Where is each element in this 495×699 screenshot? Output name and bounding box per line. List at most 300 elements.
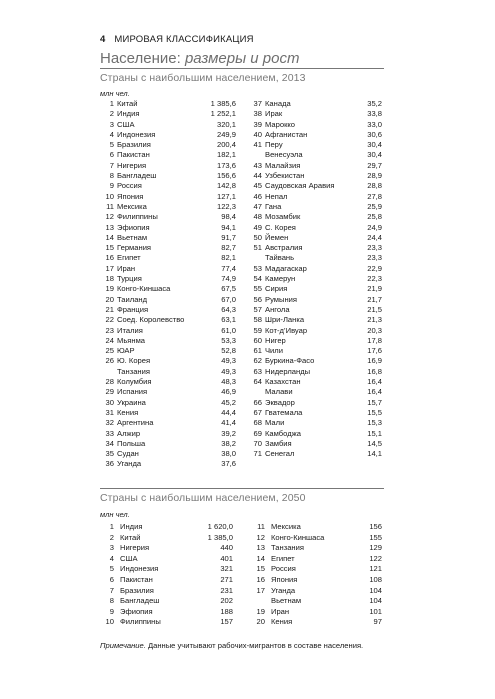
rank: 12 <box>105 212 114 222</box>
rank: 1 <box>109 99 114 108</box>
rank: 2 <box>109 532 114 542</box>
population-value: 16,9 <box>367 356 382 366</box>
table-row <box>100 99 236 109</box>
population-value: 20,3 <box>367 325 382 335</box>
running-header <box>100 34 254 45</box>
table-row <box>100 243 236 253</box>
rank: 14 <box>256 553 265 563</box>
rank: 59 <box>253 325 262 335</box>
population-value: 14,5 <box>367 438 382 448</box>
population-value: 17,8 <box>367 335 382 345</box>
country-name: С. Корея <box>265 222 296 232</box>
page-title <box>100 50 300 67</box>
country-name: Египет <box>271 553 295 563</box>
rank: 35 <box>105 449 114 459</box>
table-row <box>100 459 236 469</box>
rank: 18 <box>105 274 114 284</box>
rank: 68 <box>253 418 262 428</box>
population-value: 156,6 <box>216 171 236 181</box>
table-row <box>100 223 236 233</box>
population-value: 52,8 <box>221 346 236 356</box>
rank: 41 <box>253 140 262 150</box>
table-row <box>248 192 382 202</box>
rank: 45 <box>253 181 262 191</box>
rank: 17 <box>105 263 114 273</box>
rank: 63 <box>253 366 262 376</box>
population-value: 16,4 <box>367 377 382 387</box>
population-value: 38,2 <box>221 438 236 448</box>
country-name: Индонезия <box>120 564 159 574</box>
population-value: 27,8 <box>367 191 382 201</box>
rank: 47 <box>253 201 262 211</box>
rank: 19 <box>105 284 114 294</box>
table-row <box>100 377 236 387</box>
rank: 39 <box>253 119 262 129</box>
table-row <box>100 522 233 533</box>
rank: 16 <box>105 253 114 263</box>
population-value: 1 385,0 <box>207 532 233 542</box>
population-value: 440 <box>220 543 233 553</box>
table-row <box>248 346 382 356</box>
table-row <box>248 336 382 346</box>
country-name: Уганда <box>117 459 142 469</box>
population-value: 30,4 <box>367 140 382 150</box>
rank: 6 <box>109 574 114 584</box>
rank: 11 <box>257 522 265 531</box>
country-name: Эфиопия <box>117 222 150 232</box>
country-name: Непал <box>265 191 288 201</box>
rank: 20 <box>256 617 265 627</box>
table-row <box>100 264 236 274</box>
table-row <box>251 564 382 575</box>
rank: 5 <box>109 564 114 574</box>
country-name: Турция <box>117 274 142 284</box>
country-name: Перу <box>265 140 283 150</box>
country-name: Казахстан <box>265 377 301 387</box>
table-row <box>248 295 382 305</box>
country-name: Камерун <box>265 274 296 284</box>
population-value: 142,8 <box>216 181 236 191</box>
country-name: Япония <box>271 574 298 584</box>
population-value: 48,3 <box>221 377 236 387</box>
rank: 48 <box>253 212 262 222</box>
rank: 31 <box>105 407 114 417</box>
table-row <box>248 150 382 160</box>
country-name: Китай <box>117 99 138 108</box>
country-name: Нигерия <box>117 160 147 170</box>
rank: 37 <box>253 99 262 108</box>
table-row <box>100 346 236 356</box>
population-value: 67,0 <box>221 294 236 304</box>
footnote-label: Примечание. <box>100 641 146 650</box>
population-value: 28,9 <box>367 171 382 181</box>
table-row <box>100 326 236 336</box>
population-value: 14,1 <box>367 449 382 459</box>
population-value: 29,7 <box>367 160 382 170</box>
table-row <box>100 449 236 459</box>
country-name: Канада <box>265 99 291 108</box>
country-name: Испания <box>117 387 148 397</box>
rank: 24 <box>105 335 114 345</box>
table-row <box>100 533 233 544</box>
table-row <box>248 233 382 243</box>
country-name: Гватемала <box>265 407 303 417</box>
population-value: 61,0 <box>221 325 236 335</box>
population-value: 127,1 <box>216 191 236 201</box>
table-row <box>248 212 382 222</box>
table-row <box>100 336 236 346</box>
table-row <box>248 171 382 181</box>
table-row <box>100 575 233 586</box>
country-name: Индия <box>117 109 140 119</box>
rank: 7 <box>109 585 114 595</box>
country-name: Эквадор <box>265 397 295 407</box>
country-name: ЮАР <box>117 346 135 356</box>
country-name: Нидерланды <box>265 366 311 376</box>
table-row <box>248 429 382 439</box>
population-value: 38,0 <box>221 449 236 459</box>
country-name: Филиппины <box>120 617 161 627</box>
population-value: 101 <box>369 606 382 616</box>
country-name: Конго-Киншаса <box>117 284 171 294</box>
country-name: Саудовская Аравия <box>265 181 335 191</box>
table-row <box>100 150 236 160</box>
table-row <box>251 554 382 565</box>
table-row <box>248 367 382 377</box>
running-title: МИРОВАЯ КЛАССИФИКАЦИЯ <box>114 34 254 45</box>
rank: 10 <box>105 191 114 201</box>
population-value: 21,5 <box>367 304 382 314</box>
population-value: 157 <box>220 617 233 627</box>
country-name: Мали <box>265 418 285 428</box>
rank: 23 <box>105 325 114 335</box>
rank: 38 <box>253 109 262 119</box>
table-row <box>100 543 233 554</box>
population-value: 30,6 <box>367 129 382 139</box>
table-row <box>248 449 382 459</box>
table-row <box>100 429 236 439</box>
table-row <box>251 586 382 597</box>
country-name: Малайзия <box>265 160 301 170</box>
table-row <box>248 439 382 449</box>
divider-top <box>100 68 384 69</box>
rank: 56 <box>253 294 262 304</box>
population-value: 23,3 <box>367 243 382 253</box>
population-value: 21,9 <box>367 284 382 294</box>
country-name: Пакистан <box>117 150 150 160</box>
country-name: Чили <box>265 346 283 356</box>
country-name: Тайвань <box>265 253 295 263</box>
country-name: Япония <box>117 191 144 201</box>
country-name: Камбоджа <box>265 428 301 438</box>
population-value: 33,8 <box>367 109 382 119</box>
rank: 4 <box>109 553 114 563</box>
population-value: 91,7 <box>221 232 236 242</box>
country-name: Румыния <box>265 294 298 304</box>
population-value: 35,2 <box>367 99 382 108</box>
table-row <box>248 274 382 284</box>
country-name: Уганда <box>271 585 296 595</box>
country-name: Филиппины <box>117 212 158 222</box>
country-name: Иран <box>117 263 136 273</box>
country-name: Гана <box>265 201 282 211</box>
population-value: 82,7 <box>221 243 236 253</box>
divider-middle <box>100 488 384 489</box>
population-value: 200,4 <box>216 140 236 150</box>
population-value: 129 <box>369 543 382 553</box>
population-value: 155 <box>369 532 382 542</box>
rank: 44 <box>253 171 262 181</box>
country-name: Замбия <box>265 438 292 448</box>
population-value: 82,1 <box>221 253 236 263</box>
population-value: 17,6 <box>367 346 382 356</box>
rank: 71 <box>253 449 262 459</box>
population-value: 321 <box>220 564 233 574</box>
table-row <box>248 408 382 418</box>
table-row <box>248 377 382 387</box>
table-row <box>248 253 382 263</box>
country-name: Кот-д’Ивуар <box>265 325 308 335</box>
rank: 66 <box>253 397 262 407</box>
rank: 16 <box>256 574 265 584</box>
table-row <box>100 192 236 202</box>
population-value: 25,9 <box>367 201 382 211</box>
section-2013-left-column <box>100 99 236 470</box>
rank: 57 <box>253 304 262 314</box>
rank: 11 <box>106 201 114 211</box>
population-value: 15,5 <box>367 407 382 417</box>
table-row <box>100 130 236 140</box>
population-value: 271 <box>220 574 233 584</box>
population-value: 122 <box>369 553 382 563</box>
table-row <box>100 596 233 607</box>
country-name: Соед. Королевство <box>117 315 185 325</box>
population-value: 22,3 <box>367 274 382 284</box>
table-row <box>100 212 236 222</box>
table-row <box>100 140 236 150</box>
population-value: 16,4 <box>367 387 382 397</box>
country-name: Франция <box>117 304 149 314</box>
rank: 60 <box>253 335 262 345</box>
population-value: 15,1 <box>367 428 382 438</box>
population-value: 98,4 <box>221 212 236 222</box>
country-name: Танзания <box>271 543 304 553</box>
table-row <box>100 387 236 397</box>
section-2050-heading: Страны с наибольшим населением, 2050 <box>100 492 306 504</box>
country-name: Египет <box>117 253 141 263</box>
rank: 54 <box>253 274 262 284</box>
rank: 49 <box>253 222 262 232</box>
country-name: Иран <box>271 606 290 616</box>
population-value: 94,1 <box>221 222 236 232</box>
rank: 32 <box>105 418 114 428</box>
rank: 29 <box>105 387 114 397</box>
section-2050-right-column <box>251 522 382 628</box>
population-value: 44,4 <box>221 407 236 417</box>
population-value: 188 <box>220 606 233 616</box>
country-name: Шри-Ланка <box>265 315 305 325</box>
rank: 10 <box>105 617 114 627</box>
section-2050-unit: млн чел. <box>100 510 130 519</box>
rank: 58 <box>253 315 262 325</box>
table-row <box>100 564 233 575</box>
country-name: Россия <box>117 181 142 191</box>
section-2013-right-column <box>248 99 382 459</box>
rank: 36 <box>105 459 114 469</box>
table-row <box>248 99 382 109</box>
population-value: 22,9 <box>367 263 382 273</box>
country-name: Афганистан <box>265 129 308 139</box>
population-value: 77,4 <box>221 263 236 273</box>
table-row <box>100 617 233 628</box>
population-value: 24,4 <box>367 232 382 242</box>
country-name: Сенегал <box>265 449 295 459</box>
section-2013-heading: Страны с наибольшим населением, 2013 <box>100 72 306 84</box>
table-row <box>248 356 382 366</box>
population-value: 39,2 <box>221 428 236 438</box>
country-name: Китай <box>120 532 141 542</box>
rank: 1 <box>109 522 114 531</box>
rank: 40 <box>253 129 262 139</box>
rank: 15 <box>256 564 265 574</box>
table-row <box>100 418 236 428</box>
population-value: 1 252,1 <box>210 109 236 119</box>
country-name: Кения <box>271 617 293 627</box>
table-row <box>100 398 236 408</box>
country-name: Аргентина <box>117 418 154 428</box>
country-name: США <box>117 119 135 129</box>
country-name: Нигер <box>265 335 286 345</box>
rank: 19 <box>256 606 265 616</box>
country-name: Ю. Корея <box>117 356 151 366</box>
population-value: 46,9 <box>221 387 236 397</box>
rank: 9 <box>109 181 114 191</box>
table-row <box>100 202 236 212</box>
country-name: Бангладеш <box>117 171 157 181</box>
table-row <box>248 418 382 428</box>
table-row <box>248 243 382 253</box>
country-name: Мексика <box>117 201 147 211</box>
footnote-text: Данные учитывают рабочих-мигрантов в составе населения. <box>145 641 364 650</box>
section-2050-left-column <box>100 522 233 628</box>
population-value: 104 <box>369 585 382 595</box>
table-row <box>100 295 236 305</box>
population-value: 67,5 <box>221 284 236 294</box>
population-value: 249,9 <box>216 129 236 139</box>
rank: 26 <box>105 356 114 366</box>
country-name: США <box>120 553 138 563</box>
table-row <box>248 398 382 408</box>
table-row <box>248 284 382 294</box>
rank: 2 <box>109 109 114 119</box>
country-name: Россия <box>271 564 296 574</box>
rank: 43 <box>253 160 262 170</box>
population-value: 41,4 <box>221 418 236 428</box>
page-number: 4 <box>100 34 106 45</box>
rank: 61 <box>253 346 262 356</box>
country-name: Мадагаскар <box>265 263 307 273</box>
rank: 55 <box>253 284 262 294</box>
population-value: 37,6 <box>221 459 236 469</box>
population-value: 1 385,6 <box>210 99 236 108</box>
country-name: Таиланд <box>117 294 148 304</box>
population-value: 63,1 <box>221 315 236 325</box>
country-name: Малави <box>265 387 293 397</box>
population-value: 1 620,0 <box>207 522 233 531</box>
table-row <box>248 305 382 315</box>
table-row <box>248 109 382 119</box>
rank: 51 <box>253 243 262 253</box>
country-name: Конго-Киншаса <box>271 532 325 542</box>
country-name: Алжир <box>117 428 141 438</box>
table-row <box>248 130 382 140</box>
rank: 8 <box>109 171 114 181</box>
country-name: Германия <box>117 243 152 253</box>
table-row <box>100 109 236 119</box>
table-row <box>100 586 233 597</box>
population-value: 53,3 <box>221 335 236 345</box>
country-name: Бразилия <box>120 585 154 595</box>
population-value: 156 <box>369 522 382 531</box>
rank: 12 <box>256 532 265 542</box>
population-value: 97 <box>373 617 382 627</box>
rank: 13 <box>105 222 114 232</box>
table-row <box>100 607 233 618</box>
country-name: Пакистан <box>120 574 153 584</box>
table-row <box>100 554 233 565</box>
country-name: Нигерия <box>120 543 150 553</box>
country-name: Украина <box>117 397 146 407</box>
population-value: 33,0 <box>367 119 382 129</box>
table-row <box>100 408 236 418</box>
rank: 14 <box>105 232 114 242</box>
rank: 20 <box>105 294 114 304</box>
table-row <box>100 120 236 130</box>
rank: 33 <box>105 428 114 438</box>
population-value: 122,3 <box>216 201 236 211</box>
population-value: 202 <box>220 596 233 606</box>
population-value: 121 <box>369 564 382 574</box>
country-name: Колумбия <box>117 377 152 387</box>
rank: 15 <box>105 243 114 253</box>
table-row <box>251 617 382 628</box>
population-value: 15,7 <box>367 397 382 407</box>
table-row <box>248 140 382 150</box>
population-value: 23,3 <box>367 253 382 263</box>
table-row <box>248 161 382 171</box>
country-name: Йемен <box>265 232 289 242</box>
footnote <box>100 641 363 650</box>
country-name: Польша <box>117 438 146 448</box>
rank: 5 <box>109 140 114 150</box>
rank: 9 <box>109 606 114 616</box>
population-value: 21,7 <box>367 294 382 304</box>
country-name: Вьетнам <box>271 596 302 606</box>
rank: 13 <box>256 543 265 553</box>
country-name: Ирак <box>265 109 283 119</box>
title-italic: размеры и рост <box>184 50 300 67</box>
rank: 28 <box>105 377 114 387</box>
rank: 53 <box>253 263 262 273</box>
country-name: Судан <box>117 449 139 459</box>
rank: 3 <box>109 543 114 553</box>
country-name: Индонезия <box>117 129 156 139</box>
table-row <box>100 171 236 181</box>
table-row <box>100 315 236 325</box>
table-row <box>251 596 382 607</box>
country-name: Ангола <box>265 304 290 314</box>
table-row <box>100 253 236 263</box>
